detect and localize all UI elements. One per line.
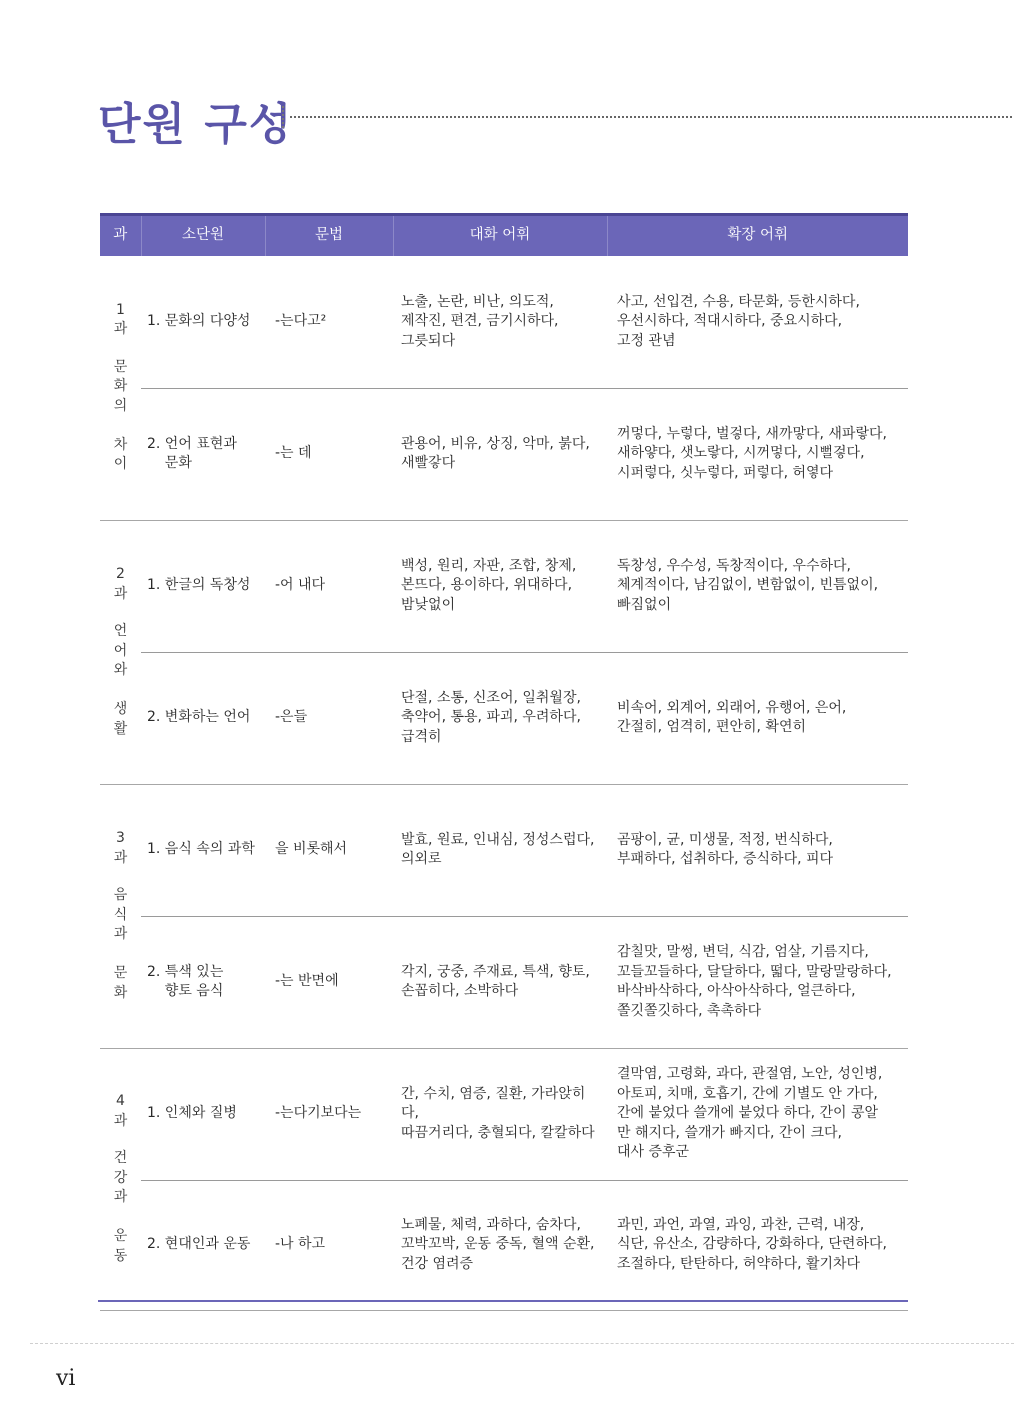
table-row bbox=[100, 1180, 908, 1310]
lesson-unit-label: 과 bbox=[113, 1112, 128, 1129]
table-row bbox=[100, 388, 908, 520]
lesson-title-char: 화 bbox=[113, 378, 128, 395]
lesson-number: 3 bbox=[116, 830, 125, 846]
lesson-number: 4 bbox=[116, 1093, 125, 1109]
footer-divider bbox=[30, 1343, 1014, 1344]
table-row bbox=[100, 652, 908, 784]
lesson-unit-label: 과 bbox=[113, 849, 128, 866]
lesson-number: 1 bbox=[116, 301, 125, 318]
unit-structure-table bbox=[100, 213, 908, 1311]
lesson-title-char: 와 bbox=[113, 662, 128, 678]
lesson-title-char: 이 bbox=[113, 456, 128, 473]
lesson-title-char: 운 bbox=[113, 1228, 128, 1244]
subunit-cell: 2. 언어 표현과 문화 bbox=[141, 388, 265, 520]
subunit-cell: 1. 문화의 다양성 bbox=[141, 256, 265, 388]
lesson-title-char: 강 bbox=[113, 1169, 128, 1186]
conversation-vocab-cell: 노폐물, 체력, 과하다, 숨차다, 꼬박꼬박, 운동 중독, 혈액 순환, 건강 염려증 bbox=[393, 1180, 607, 1310]
grammar-cell: -은들 bbox=[265, 652, 393, 784]
lesson-title-char bbox=[100, 945, 141, 965]
conversation-vocab-cell: 각지, 궁중, 주재료, 특색, 향토, 손꼽히다, 소박하다 bbox=[393, 916, 607, 1048]
extension-vocab-cell: 사고, 선입견, 수용, 타문화, 등한시하다, 우선시하다, 적대시하다, 중요시하다, 고정 관념 bbox=[607, 256, 908, 388]
lesson-title-char bbox=[100, 416, 141, 436]
lesson-title-char: 언 bbox=[113, 623, 128, 639]
lesson-title-char bbox=[100, 681, 141, 701]
subunit-cell: 1. 한글의 독창성 bbox=[141, 520, 265, 652]
lesson-title-char: 어 bbox=[113, 642, 128, 659]
lesson-label bbox=[100, 1048, 141, 1310]
table-header-row bbox=[100, 215, 908, 257]
extension-vocab-cell: 독창성, 우수성, 독창적이다, 우수하다, 체계적이다, 남김없이, 변함없이, 빈틈없이, 빠짐없이 bbox=[607, 520, 908, 652]
lesson-unit-label: 과 bbox=[113, 585, 128, 602]
grammar-cell: 을 비롯해서 bbox=[265, 784, 393, 916]
lesson-label bbox=[100, 520, 141, 784]
extension-vocab-cell: 과민, 과언, 과열, 과잉, 과찬, 근력, 내장, 식단, 유산소, 감량하다, 강화하다, 단련하다, 조절하다, 탄탄하다, 허약하다, 활기차다 bbox=[607, 1180, 908, 1310]
subunit-cell: 1. 인체와 질병 bbox=[141, 1048, 265, 1180]
page-title: 단원 구성 bbox=[98, 99, 294, 150]
extension-vocab-cell: 비속어, 외계어, 외래어, 유행어, 은어, 간절히, 엄격히, 편안히, 확연히 bbox=[607, 652, 908, 784]
conversation-vocab-cell: 간, 수치, 염증, 질환, 가라앉히다, 따끔거리다, 충혈되다, 칼칼하다 bbox=[393, 1048, 607, 1180]
lesson-title-char: 문 bbox=[113, 965, 128, 981]
subunit-cell: 2. 현대인과 운동 bbox=[141, 1180, 265, 1310]
conversation-vocab-cell: 노출, 논란, 비난, 의도적, 제작진, 편견, 금기시하다, 그릇되다 bbox=[393, 256, 607, 388]
table-row bbox=[100, 520, 908, 652]
conversation-vocab-cell: 발효, 원료, 인내심, 정성스럽다, 의외로 bbox=[393, 784, 607, 916]
table-bottom-rule bbox=[98, 1300, 908, 1302]
header-extension-vocab: 확장 어휘 bbox=[607, 215, 908, 257]
table-row bbox=[100, 916, 908, 1048]
lesson-title-char: 의 bbox=[113, 397, 128, 414]
page-number: vi bbox=[56, 1366, 76, 1391]
grammar-cell: -는 반면에 bbox=[265, 916, 393, 1048]
lesson-title-char: 활 bbox=[113, 720, 128, 737]
extension-vocab-cell: 꺼멓다, 누렇다, 벌겋다, 새까맣다, 새파랗다, 새하얗다, 샛노랗다, 시꺼멓다, 시뻘겋다, 시퍼렇다, 싯누렇다, 퍼렇다, 허옇다 bbox=[607, 388, 908, 520]
lesson-title-char: 문 bbox=[113, 358, 128, 375]
grammar-cell: -어 내다 bbox=[265, 520, 393, 652]
lesson-title-char: 건 bbox=[113, 1150, 128, 1166]
lesson-label bbox=[100, 784, 141, 1048]
lesson-title-char: 과 bbox=[113, 926, 128, 942]
lesson-title-char: 식 bbox=[113, 906, 128, 923]
subunit-cell: 1. 음식 속의 과학 bbox=[141, 784, 265, 916]
lesson-number: 2 bbox=[116, 566, 125, 582]
grammar-cell: -는다기보다는 bbox=[265, 1048, 393, 1180]
lesson-title-char: 동 bbox=[113, 1247, 128, 1264]
lesson-label bbox=[100, 256, 141, 520]
lesson-title-char bbox=[100, 1208, 141, 1228]
conversation-vocab-cell: 관용어, 비유, 상징, 악마, 붉다, 새빨갛다 bbox=[393, 388, 607, 520]
lesson-title-char: 생 bbox=[113, 701, 128, 717]
extension-vocab-cell: 감칠맛, 말썽, 변덕, 식감, 엄살, 기름지다, 꼬들꼬들하다, 달달하다, 떫다, 말랑말랑하다, 바삭바삭하다, 아삭아삭하다, 얼큰하다, 쫄깃쫄깃하다, 촉촉하다 bbox=[607, 916, 908, 1048]
conversation-vocab-cell: 백성, 원리, 자판, 조합, 창제, 본뜨다, 용이하다, 위대하다, 밤낮없이 bbox=[393, 520, 607, 652]
subunit-cell: 2. 특색 있는 향토 음식 bbox=[141, 916, 265, 1048]
subunit-cell: 2. 변화하는 언어 bbox=[141, 652, 265, 784]
header-conversation-vocab: 대화 어휘 bbox=[393, 215, 607, 257]
header-subunit: 소단원 bbox=[141, 215, 265, 257]
grammar-cell: -는 데 bbox=[265, 388, 393, 520]
table-row bbox=[100, 1048, 908, 1180]
header-grammar: 문법 bbox=[265, 215, 393, 257]
lesson-unit-label: 과 bbox=[113, 321, 128, 338]
lesson-title-char: 화 bbox=[113, 984, 128, 1001]
header-lesson: 과 bbox=[100, 215, 141, 257]
table-row bbox=[100, 256, 908, 388]
lesson-title-char: 차 bbox=[113, 436, 128, 453]
grammar-cell: -는다고² bbox=[265, 256, 393, 388]
table-row bbox=[100, 784, 908, 916]
lesson-title-char: 음 bbox=[113, 887, 128, 903]
title-dotted-line bbox=[290, 116, 1012, 118]
grammar-cell: -나 하고 bbox=[265, 1180, 393, 1310]
extension-vocab-cell: 결막염, 고령화, 과다, 관절염, 노안, 성인병, 아토피, 치매, 호흡기, 간에 기별도 안 가다, 간에 붙었다 쓸개에 붙었다 하다, 간이 콩알 만 해지다, 쓸개가 빠지다, 간이 크다, 대사 증후군 bbox=[607, 1048, 908, 1180]
extension-vocab-cell: 곰팡이, 균, 미생물, 적정, 번식하다, 부패하다, 섭취하다, 증식하다, 피다 bbox=[607, 784, 908, 916]
conversation-vocab-cell: 단절, 소통, 신조어, 일취월장, 축약어, 통용, 파괴, 우려하다, 급격히 bbox=[393, 652, 607, 784]
lesson-title-char: 과 bbox=[113, 1189, 128, 1205]
